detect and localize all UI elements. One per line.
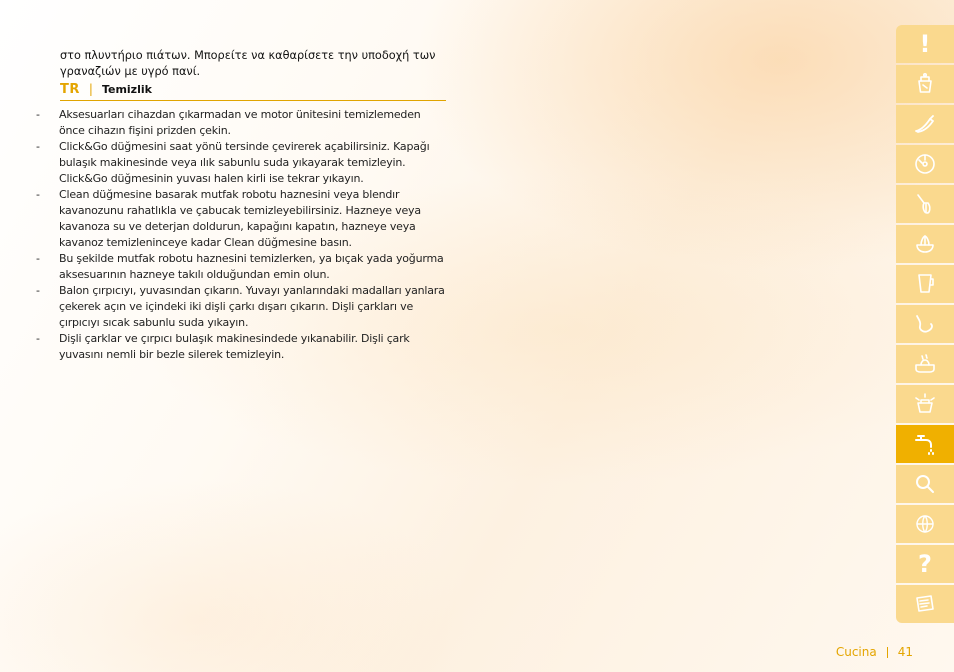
- chapter-tabs: [896, 25, 954, 623]
- language-code: TR: [60, 82, 80, 97]
- tab-disc[interactable]: [896, 145, 954, 183]
- tab-kneading-hook[interactable]: [896, 305, 954, 343]
- list-dash: -: [36, 332, 40, 345]
- list-item: [36, 283, 448, 331]
- tab-cleaning[interactable]: [896, 425, 954, 463]
- list-dash: -: [36, 188, 40, 201]
- footer-divider: [887, 647, 888, 658]
- list-item-text: Balon çırpıcıyı, yuvasından çıkarın. Yuvayı yanlarındaki madalları yanlara çekerek açın ve içindeki iki dişli çarkı dışarı çıkarın. Dişli çarkları ve çırpıcıyı sıcak sabunlu suda yıkayın.: [59, 284, 445, 329]
- intro-paragraph: στο πλυντήριο πιάτων. Μπορείτε να καθαρίσετε την υποδοχή των γραναζιών με υγρό πανί.: [60, 49, 436, 78]
- cleaning-steps-list: [36, 107, 448, 363]
- disc-icon: [912, 151, 938, 177]
- heading-separator: |: [88, 82, 93, 96]
- cooking-icon: [912, 351, 938, 377]
- list-item: [36, 139, 448, 187]
- citrus-press-icon: [912, 231, 938, 257]
- tab-food-processor[interactable]: [896, 65, 954, 103]
- kneading-hook-icon: [912, 311, 938, 337]
- tab-blender[interactable]: [896, 265, 954, 303]
- list-item: [36, 251, 448, 283]
- blender-icon: [912, 271, 938, 297]
- list-dash: -: [36, 108, 40, 121]
- food-processor-icon: [912, 71, 938, 97]
- tab-recipes[interactable]: [896, 385, 954, 423]
- product-name: Cucina: [835, 645, 877, 659]
- tab-guarantee[interactable]: [896, 585, 954, 623]
- list-item-text: Dişli çarklar ve çırpıcı bulaşık makinesindede yıkanabilir. Dişli çark yuvasını nemli bir bezle silerek temizleyin.: [59, 332, 410, 361]
- section-heading: [60, 82, 446, 101]
- tab-cooking[interactable]: [896, 345, 954, 383]
- whisk-icon: [912, 191, 938, 217]
- list-item-text: Aksesuarları cihazdan çıkarmadan ve motor ünitesini temizlemeden önce cihazın fişini prizden çekin.: [59, 108, 421, 137]
- guarantee-icon: [912, 591, 938, 617]
- tab-knife[interactable]: [896, 105, 954, 143]
- exclamation-icon: !: [919, 30, 931, 58]
- tab-whisk[interactable]: [896, 185, 954, 223]
- tab-safety[interactable]: [896, 25, 954, 63]
- tab-environment[interactable]: [896, 505, 954, 543]
- question-icon: ?: [918, 550, 932, 578]
- list-item: [36, 187, 448, 251]
- list-dash: -: [36, 140, 40, 153]
- page-number: 41: [897, 645, 913, 659]
- globe-icon: [912, 511, 938, 537]
- list-dash: -: [36, 284, 40, 297]
- page-footer: [836, 645, 913, 659]
- magnifier-icon: [912, 471, 938, 497]
- list-item-text: Click&Go düğmesini saat yönü tersinde çevirerek açabilirsiniz. Kapağı bulaşık makinesinde veya ılık sabunlu suda yıkayarak temizleyin. Click&Go düğmesinin yuvası halen kirli ise tekrar yıkayın.: [59, 140, 430, 185]
- tab-troubleshooting[interactable]: [896, 465, 954, 503]
- recipes-icon: [912, 391, 938, 417]
- list-item: [36, 331, 448, 363]
- list-item: [36, 107, 448, 139]
- tab-citrus-press[interactable]: [896, 225, 954, 263]
- section-title: Temizlik: [101, 83, 152, 96]
- faucet-icon: [912, 431, 938, 457]
- list-item-text: Clean düğmesine basarak mutfak robotu haznesini veya blendır kavanozunu rahatlıkla ve çabucak temizleyebilirsiniz. Hazneye veya kavanoza su ve deterjan doldurun, kapağını kapatın, hazneye veya kavanoz temizleninceye kadar Clean düğmesine basın.: [59, 188, 421, 249]
- list-dash: -: [36, 252, 40, 265]
- knife-icon: [912, 111, 938, 137]
- tab-questions[interactable]: [896, 545, 954, 583]
- list-item-text: Bu şekilde mutfak robotu haznesini temizlerken, ya bıçak yada yoğurma aksesuarının hazneye takılı olduğundan emin olun.: [59, 252, 444, 281]
